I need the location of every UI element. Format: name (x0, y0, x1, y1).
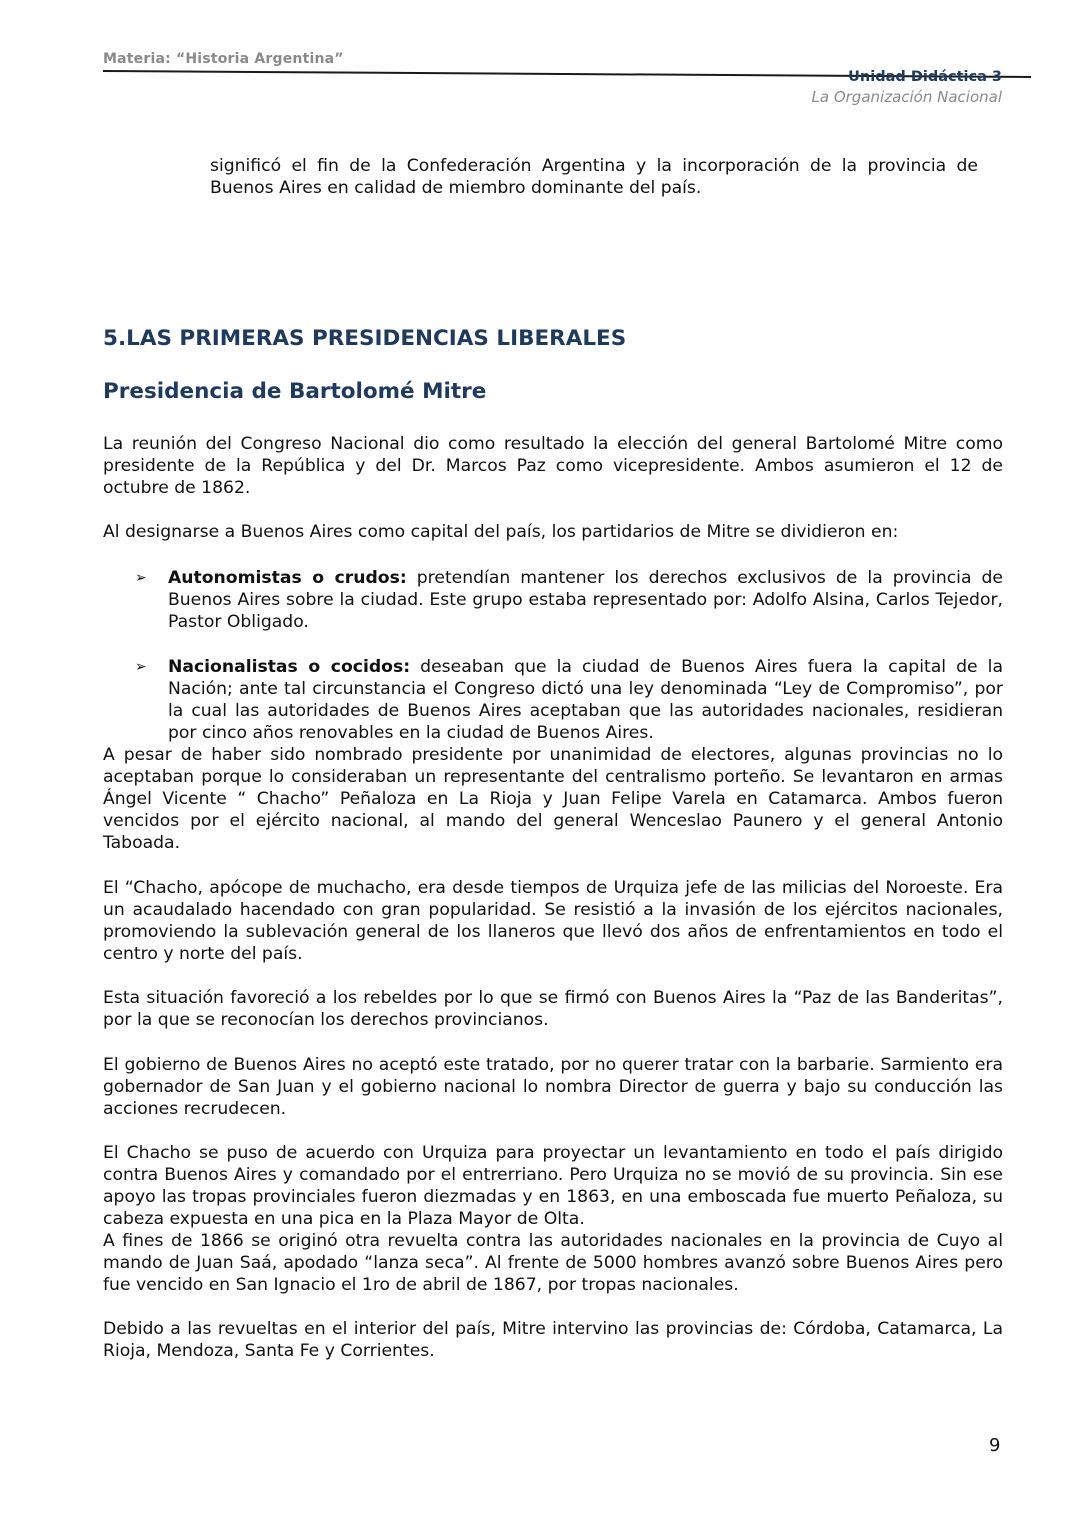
section-title: 5.LAS PRIMERAS PRESIDENCIAS LIBERALES (103, 326, 627, 351)
paragraph-chacho: El “Chacho, apócope de muchacho, era desde tiempos de Urquiza jefe de las milicias del Noroeste. Era un acaudalado hacendado con gran popularidad. Se resistió a la invasión de los ejércitos nacionales, promoviendo la sublevación general de los llaneros que llevó dos años de enfrentamientos en todo el centro y norte del país. (103, 878, 1003, 964)
paragraph-intervention: Debido a las revueltas en el interior del país, Mitre intervino las provincias de: Córdoba, Catamarca, La Rioja, Mendoza, Santa Fe y Corrientes. (103, 1319, 1003, 1361)
arrowhead-bullet-icon: ➢ (135, 570, 147, 586)
bullet-term: Autonomistas o crudos: (168, 568, 407, 588)
unit-subtitle: La Organización Nacional (811, 88, 1002, 106)
paragraph-election: La reunión del Congreso Nacional dio como resultado la elección del general Bartolomé Mitre como presidente de la República y del Dr. Marcos Paz como vicepresidente. Ambos asumieron el 12 de octubre de 1862. (103, 434, 1003, 498)
page-number: 9 (989, 1435, 1001, 1456)
bullet-text: deseaban que la ciudad de Buenos Aires fuera la capital de la Nación; ante tal circunstancia el Congreso dictó una ley denominada “Ley de Compromiso”, por la cual las autoridades de Buenos Aires aceptaban que las autoridades nacionales, residieran por cinco años renovables en la ciudad de Buenos Aires. (168, 657, 1003, 743)
paragraph-saa: A fines de 1866 se originó otra revuelta contra las autoridades nacionales en la provincia de Cuyo al mando de Juan Saá, apodado “lanza seca”. Al frente de 5000 hombres avanzó sobre Buenos Aires pero fue vencido en San Ignacio el 1ro de abril de 1867, por tropas nacionales. (103, 1231, 1003, 1295)
paragraph-urquiza: El Chacho se puso de acuerdo con Urquiza para proyectar un levantamiento en todo el país dirigido contra Buenos Aires y comandado por el entrerriano. Pero Urquiza no se movió de su provincia. Sin ese apoyo las tropas provinciales fueron diezmadas y en 1863, en una emboscada fue muerto Peñaloza, su cabeza expuesta en una pica en la Plaza Mayor de Olta. (103, 1143, 1003, 1229)
bullet-text: pretendían mantener los derechos exclusivos de la provincia de Buenos Aires sobre la ciudad. Este grupo estaba representado por: Adolfo Alsina, Carlos Tejedor, Pastor Obligado. (168, 568, 1004, 632)
list-item-nacionalistas (135, 656, 1003, 744)
paragraph-opposition: A pesar de haber sido nombrado presidente por unanimidad de electores, algunas provincias no lo aceptaban porque lo consideraban un representante del centralismo porteño. Se levantaron en armas Ángel Vicente “ Chacho” Peñaloza en La Rioja y Juan Felipe Varela en Catamarca. Ambos fueron vencidos por el ejército nacional, al mando del general Wenceslao Paunero y el general Antonio Taboada. (103, 745, 1003, 853)
paragraph-banderitas: Esta situación favoreció a los rebeldes por lo que se firmó con Buenos Aires la “Paz de las Banderitas”, por la que se reconocían los derechos provincianos. (103, 988, 1003, 1030)
intro-continuation: significó el fin de la Confederación Argentina y la incorporación de la provincia de Buenos Aires en calidad de miembro dominante del país. (210, 156, 978, 198)
arrowhead-bullet-icon: ➢ (135, 659, 147, 675)
unit-label: Unidad Didáctica 3 (848, 69, 1002, 85)
section-subtitle: Presidencia de Bartolomé Mitre (103, 379, 487, 404)
paragraph-division: Al designarse a Buenos Aires como capital del país, los partidarios de Mitre se dividieron en: (103, 522, 899, 542)
list-item-autonomistas (135, 567, 1003, 633)
bullet-term: Nacionalistas o cocidos: (168, 657, 411, 677)
paragraph-sarmiento: El gobierno de Buenos Aires no aceptó este tratado, por no querer tratar con la barbarie. Sarmiento era gobernador de San Juan y el gobierno nacional lo nombra Director de guerra y bajo su conducción las acciones recrudecen. (103, 1055, 1003, 1119)
subject-label: Materia: “Historia Argentina” (103, 51, 344, 67)
